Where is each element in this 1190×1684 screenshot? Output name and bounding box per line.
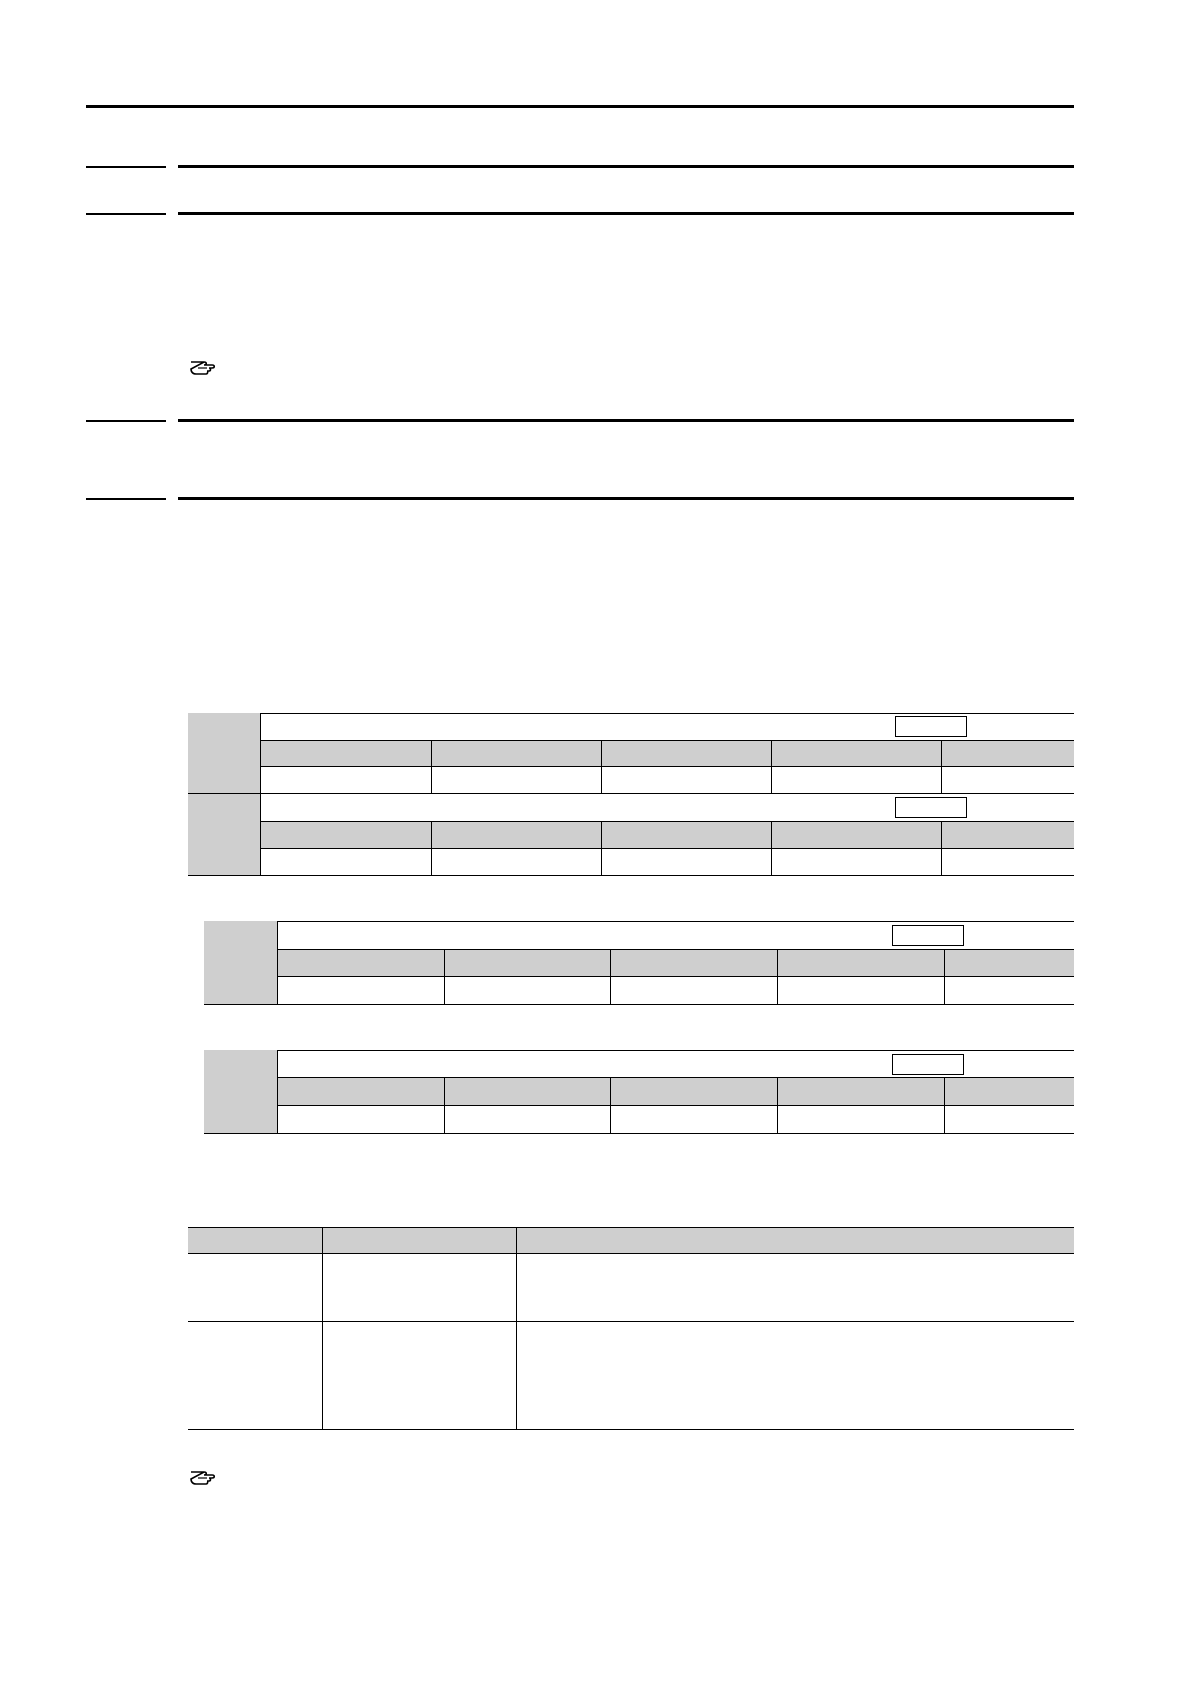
col-line	[431, 740, 432, 793]
parameter-table-group-a	[188, 713, 1074, 876]
section-rule-right-4	[178, 497, 1074, 500]
row-line	[277, 921, 1074, 922]
col-line	[516, 1227, 517, 1430]
row-line	[188, 875, 1074, 876]
col-line	[431, 821, 432, 875]
col-line	[777, 949, 778, 1004]
row-line	[204, 1004, 1074, 1005]
col-line	[444, 1077, 445, 1133]
section-rule-right-2	[178, 212, 1074, 215]
row-line	[260, 766, 1074, 767]
row-line	[188, 1321, 1074, 1322]
classification-box	[895, 716, 967, 737]
row-line	[277, 1077, 1074, 1078]
parameter-id-cell	[188, 713, 260, 793]
row-line	[188, 1253, 1074, 1254]
parameter-table-b	[204, 921, 1074, 1005]
row-line	[260, 821, 1074, 822]
section-rule-left-3	[86, 420, 166, 422]
col-line	[601, 821, 602, 875]
section-rule-right-1	[178, 165, 1074, 168]
pointing-hand-icon	[190, 1466, 216, 1486]
classification-box	[895, 797, 967, 818]
col-line	[601, 740, 602, 793]
col-line	[777, 1077, 778, 1133]
parameter-table-c	[204, 1050, 1074, 1134]
row-line	[188, 793, 1074, 794]
row-line	[277, 976, 1074, 977]
col-line	[771, 740, 772, 793]
row-line	[260, 713, 1074, 714]
section-rule-left-2	[86, 213, 166, 215]
classification-box	[892, 925, 964, 946]
settings-header-row	[188, 1227, 1074, 1253]
col-line	[944, 1077, 945, 1133]
col-line	[610, 1077, 611, 1133]
pointing-hand-icon	[190, 356, 216, 376]
col-line	[944, 949, 945, 1004]
row-line	[204, 1133, 1074, 1134]
row-line	[277, 1050, 1074, 1051]
row-line	[277, 1105, 1074, 1106]
col-line	[444, 949, 445, 1004]
settings-table	[188, 1227, 1074, 1430]
col-line	[322, 1227, 323, 1430]
parameter-id-cell	[188, 794, 260, 875]
section-rule-right-3	[178, 419, 1074, 422]
col-line	[941, 821, 942, 875]
col-line	[941, 740, 942, 793]
parameter-id-cell	[204, 921, 277, 1004]
row-line	[277, 949, 1074, 950]
parameter-header-row	[261, 821, 1074, 848]
section-rule-left-4	[86, 498, 166, 500]
row-line	[188, 1227, 1074, 1228]
col-line	[277, 1050, 278, 1134]
col-line	[771, 821, 772, 875]
section-rule-left-1	[86, 166, 166, 168]
row-line	[260, 740, 1074, 741]
parameter-header-row	[278, 1077, 1074, 1105]
parameter-id-cell	[204, 1050, 277, 1133]
row-line	[260, 848, 1074, 849]
col-line	[260, 713, 261, 876]
classification-box	[892, 1054, 964, 1075]
parameter-header-row	[261, 740, 1074, 766]
parameter-header-row	[278, 949, 1074, 976]
row-line	[188, 1429, 1074, 1430]
header-rule-top	[86, 105, 1074, 108]
col-line	[610, 949, 611, 1004]
col-line	[277, 921, 278, 1005]
